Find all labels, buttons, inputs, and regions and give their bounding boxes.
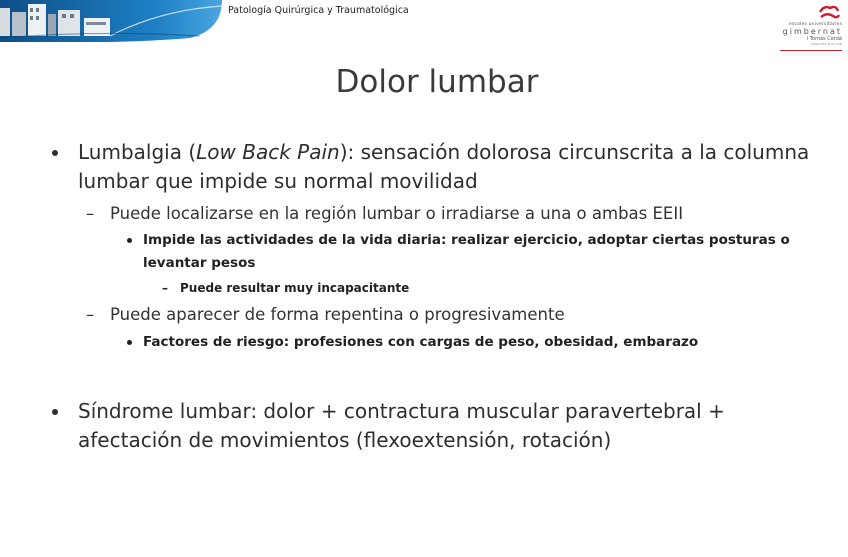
- sub-item-aparicion-text: Puede aparecer de forma repentina o progresivamente: [110, 305, 565, 324]
- point-dot: [127, 238, 132, 243]
- detail-dash: –: [162, 281, 168, 295]
- bullet-dot: [52, 150, 58, 156]
- point-actividades-line-1: Impide las actividades de la vida diaria: realizar ejercicio, adoptar ciertas posturas o: [143, 232, 790, 248]
- institution-logo: [780, 4, 842, 51]
- detail-incapacitante-text: Puede resultar muy incapacitante: [180, 281, 410, 295]
- logo-line-2: gimbernat: [782, 27, 842, 36]
- course-title: Patología Quirúrgica y Traumatológica: [228, 5, 409, 16]
- point-actividades-line-2: levantar pesos: [143, 255, 256, 271]
- bullet-lumbalgia-prefix: Lumbalgia (: [78, 140, 197, 164]
- bullet-lumbalgia-line-2: lumbar que impide su normal movilidad: [78, 169, 478, 193]
- logo-rule: [780, 50, 842, 51]
- sub-item-dash: –: [86, 305, 95, 324]
- sub-item-dash: –: [86, 204, 95, 223]
- point-dot: [127, 340, 132, 345]
- logo-line-4: adscrites a la uab: [810, 42, 842, 46]
- logo-line-3: i Tomàs Cerdà: [806, 36, 842, 42]
- bullet-dot: [52, 409, 58, 415]
- bullet-sindrome-lumbar-line-2: afectación de movimientos (flexoextensión, rotación): [78, 428, 612, 452]
- bullet-lumbalgia-emphasis: Low Back Pain: [196, 140, 340, 164]
- bullet-sindrome-lumbar: [52, 397, 725, 455]
- sub-item-localizacion-text: Puede localizarse en la región lumbar o irradiarse a una o ambas EEII: [110, 204, 684, 223]
- logo-emblem-icon: [816, 4, 842, 22]
- sub-item-aparicion: [86, 304, 565, 326]
- logo-line-1: escoles universitàries: [788, 22, 842, 27]
- detail-incapacitante: [162, 280, 409, 296]
- point-factores-riesgo: [124, 331, 698, 354]
- header-banner-image: [0, 0, 228, 42]
- point-actividades: [124, 229, 790, 275]
- point-factores-riesgo-text: Factores de riesgo: profesiones con cargas de peso, obesidad, embarazo: [143, 334, 699, 350]
- slide-title: Dolor lumbar: [335, 64, 539, 100]
- bullet-lumbalgia: [52, 138, 809, 196]
- sub-item-localizacion: [86, 203, 683, 225]
- bullet-lumbalgia-rest: ): sensación dolorosa circunscrita a la columna: [339, 140, 810, 164]
- bullet-sindrome-lumbar-line-1: Síndrome lumbar: dolor + contractura muscular paravertebral +: [78, 399, 725, 423]
- bullet-lumbalgia-line-1: [78, 138, 809, 167]
